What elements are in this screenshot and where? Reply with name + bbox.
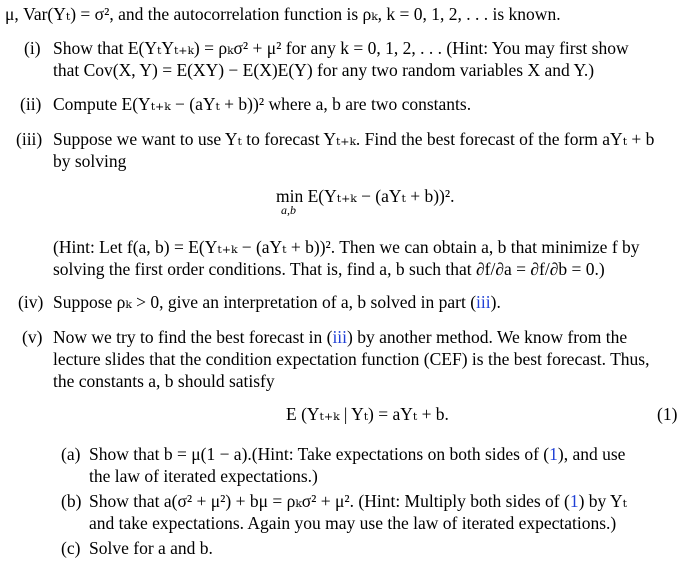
item-i-label: (i) — [24, 38, 41, 58]
cef-equation: E (Yₜ₊ₖ | Yₜ) = aYₜ + b. — [286, 404, 449, 424]
item-v-text-pre: Now we try to find the best forecast in ( — [53, 327, 333, 347]
subitem-b-ref-link[interactable]: 1 — [569, 491, 579, 511]
subitem-a-text-post: ), and use — [557, 444, 626, 464]
subitem-a-label: (a) — [61, 444, 81, 464]
item-iv-label: (iv) — [18, 292, 44, 312]
item-ii-label: (ii) — [20, 94, 42, 114]
item-iv-text-pre: Suppose ρₖ > 0, give an interpretation of a, b solved in part ( — [53, 292, 477, 312]
item-iii-line-2: by solving — [53, 151, 127, 171]
subitem-a-text-pre: Show that b = μ(1 − a).(Hint: Take expectations on both sides of ( — [89, 444, 550, 464]
item-i-line-2: that Cov(X, Y) = E(XY) − E(X)E(Y) for any two random variables X and Y.) — [53, 60, 595, 80]
item-i-line-1: Show that E(YₜYₜ₊ₖ) = ρₖσ² + μ² for any k = 0, 1, 2, . . . (Hint: You may first show — [53, 38, 629, 58]
item-v-line-2: lecture slides that the condition expectation function (CEF) is the best forecast. Thus, — [53, 349, 650, 369]
subitem-b-label: (b) — [61, 491, 82, 511]
item-iii-min-subscript: a,b — [281, 203, 296, 217]
item-iv-line-1 — [53, 291, 501, 313]
subitem-b-text-pre: Show that a(σ² + μ²) + bμ = ρₖσ² + μ². (Hint: Multiply both sides of ( — [89, 491, 570, 511]
item-ii-line-1: Compute E(Yₜ₊ₖ − (aYₜ + b))² where a, b are two constants. — [53, 94, 472, 114]
item-iii-hint-line-1: (Hint: Let f(a, b) = E(Yₜ₊ₖ − (aYₜ + b))². Then we can obtain a, b that minimize f by — [53, 237, 640, 257]
item-iv-text-post: ). — [490, 292, 501, 312]
item-v-line-3: the constants a, b should satisfy — [53, 371, 275, 391]
subitem-c-label: (c) — [61, 538, 81, 558]
item-iv-ref-link[interactable]: iii — [476, 292, 491, 312]
intro-line: μ, Var(Yₜ) = σ², and the autocorrelation function is ρₖ, k = 0, 1, 2, . . . is known. — [5, 4, 561, 24]
subitem-a-line-1 — [89, 443, 625, 465]
item-iii-label: (iii) — [16, 129, 43, 149]
item-iii-display-equation: min E(Yₜ₊ₖ − (aYₜ + b))². — [276, 186, 455, 206]
subitem-b-line-2: and take expectations. Again you may use the law of iterated expectations.) — [89, 513, 617, 533]
item-v-line-1 — [53, 326, 627, 348]
item-v-ref-link[interactable]: iii — [332, 327, 348, 347]
item-iii-hint-line-2: solving the first order conditions. That is, find a, b such that ∂f/∂a = ∂f/∂b = 0.) — [53, 259, 605, 279]
item-v-text-post: ) by another method. We know from the — [347, 327, 628, 347]
equation-number: (1) — [657, 404, 678, 424]
subitem-b-line-1 — [89, 490, 627, 512]
item-v-label: (v) — [22, 327, 43, 347]
subitem-b-text-post: ) by Yₜ — [578, 491, 627, 511]
subitem-a-ref-link[interactable]: 1 — [549, 444, 558, 464]
item-iii-line-1: Suppose we want to use Yₜ to forecast Yₜ₊ₖ. Find the best forecast of the form aYₜ + b — [53, 129, 655, 149]
subitem-c-line-1: Solve for a and b. — [89, 538, 213, 558]
subitem-a-line-2: the law of iterated expectations.) — [89, 466, 318, 486]
